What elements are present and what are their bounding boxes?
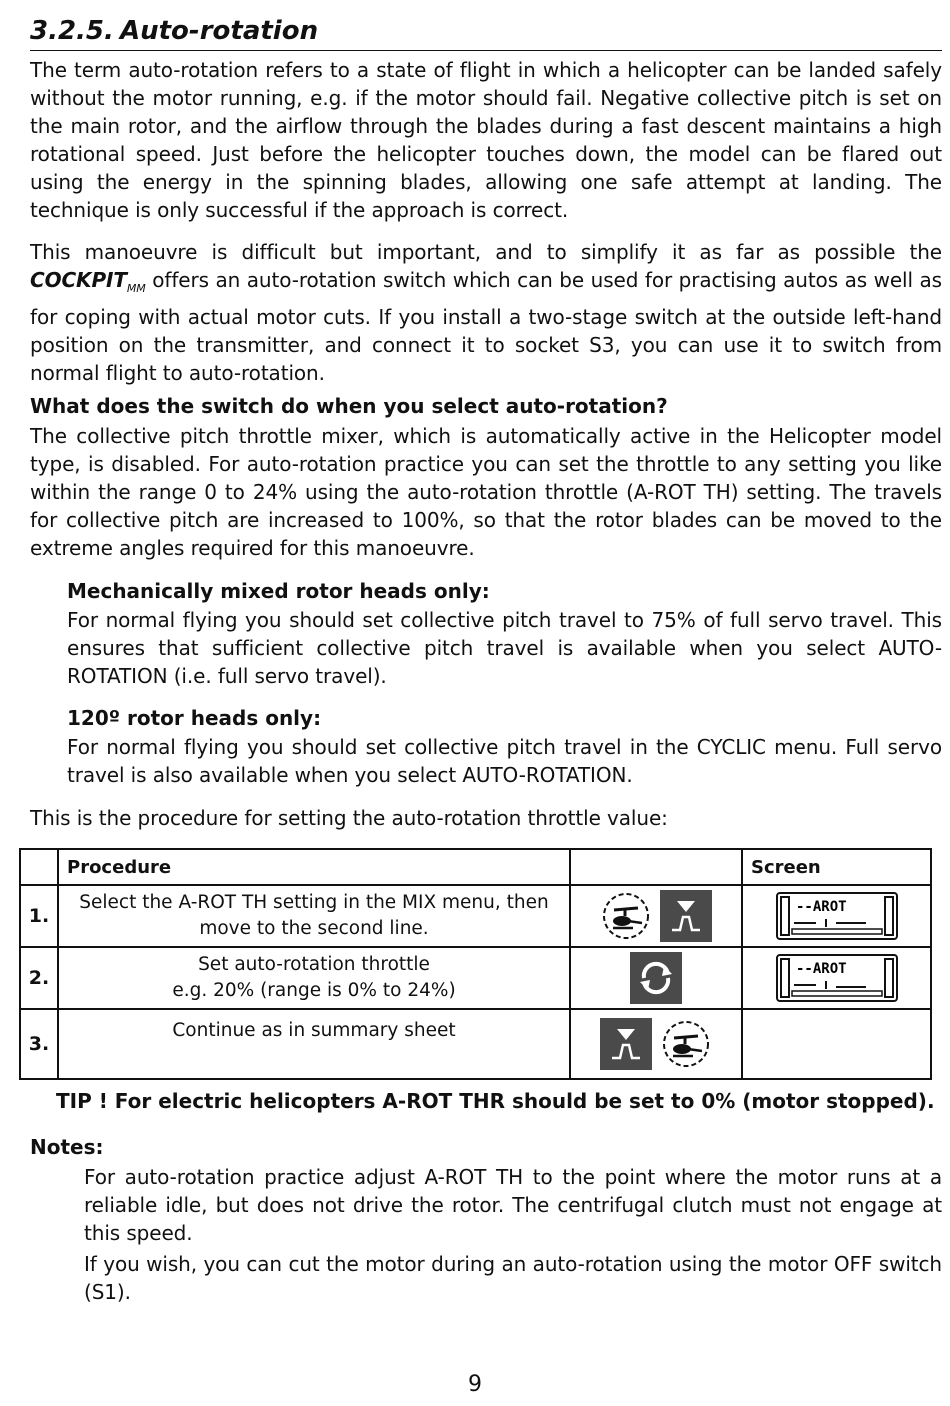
note-1: For auto-rotation practice adjust A-ROT TH to the point where the motor runs at a reliable idle, but does not drive the rotor. The centrifugal clutch must not engage at this speed. — [84, 1165, 942, 1245]
section-heading: Auto-rotation — [120, 16, 319, 46]
step-screen — [742, 947, 931, 1009]
switch-function-paragraph: The collective pitch throttle mixer, which is automatically active in the Helicopter model type, is disabled. For auto-rotation practice you can set the throttle to any setting you like within the range 0 to 24% using the auto-rotation throttle (A-ROT TH) setting. The travels for collective pitch are increased to 100%, so that the rotor blades can be moved to the extreme angles required for this manoeuvre. — [30, 424, 942, 560]
notes-heading: Notes: — [30, 1135, 104, 1159]
table-row — [20, 947, 931, 1009]
note-2: If you wish, you can cut the motor during an auto-rotation using the motor OFF switch (S1). — [84, 1252, 942, 1304]
step-text — [58, 885, 570, 947]
down-key-icon — [660, 890, 712, 942]
lcd-screen-icon — [776, 891, 898, 941]
degree-heading: 120º rotor heads only: — [67, 706, 322, 730]
step-text — [58, 1009, 570, 1079]
tip-text: TIP ! For electric helicopters A-ROT THR should be set to 0% (motor stopped). — [56, 1089, 935, 1113]
switch-paragraph-lead: This manoeuvre is difficult but important, and to simplify it as far as possible the — [30, 240, 942, 264]
step-number: 2. — [20, 947, 58, 1009]
step-number: 3. — [20, 1009, 58, 1079]
step-screen — [742, 885, 931, 947]
header-keys — [570, 849, 742, 885]
step-line: move to the second line. — [199, 918, 429, 939]
question-heading: What does the switch do when you select auto-rotation? — [30, 394, 668, 418]
intro-paragraph: The term auto-rotation refers to a state of flight in which a helicopter can be landed safely without the motor running, e.g. if the motor should fail. Negative collective pitch is set on the main rotor, and the airflow through the blades during a fast descent maintains a high rotational speed. Just before the helicopter touches down, the model can be flared out using the energy in the spinning blades, allowing one safe attempt at landing. The technique is only successful if the approach is correct. — [30, 58, 942, 222]
switch-paragraph-rest: offers an auto-rotation switch which can be used for practising autos as well as for coping with actual motor cuts. If you install a two-stage switch at the outside left-hand position on the transmitter, and connect it to socket S3, you can use it to switch from normal flight to auto-rotation. — [30, 268, 942, 385]
degree-text: For normal flying you should set collective pitch travel in the CYCLIC menu. Full servo travel is also available when you select AUTO-ROTATION. — [67, 735, 942, 787]
step-number: 1. — [20, 885, 58, 947]
step-screen — [742, 1009, 931, 1079]
rotate-dial-icon — [630, 952, 682, 1004]
mechanical-text: For normal flying you should set collective pitch travel to 75% of full servo travel. This ensures that sufficient collective pitch travel is available when you select AUTO-ROTATION (i.e. full servo travel). — [67, 608, 942, 688]
step-line: Set auto-rotation throttle — [198, 954, 430, 975]
brand-name: $COCKPIT_{MM}$ — [30, 268, 146, 295]
page-number: 9 — [468, 1372, 482, 1397]
step-keys — [570, 947, 742, 1009]
svg-text:--AROT: --AROT — [795, 961, 847, 977]
heli-dial-icon — [600, 890, 652, 942]
header-blank — [20, 849, 58, 885]
heli-dial-icon — [660, 1018, 712, 1070]
step-keys — [570, 885, 742, 947]
procedure-table — [19, 848, 932, 1080]
step-line: e.g. 20% (range is 0% to 24%) — [172, 980, 456, 1001]
lcd-screen-icon — [776, 953, 898, 1003]
table-row — [20, 885, 931, 947]
step-line: Select the A-ROT TH setting in the MIX menu, then — [79, 892, 549, 913]
table-header-row — [20, 849, 931, 885]
svg-text:--AROT: --AROT — [795, 899, 847, 915]
step-keys — [570, 1009, 742, 1079]
section-title — [30, 14, 942, 51]
step-line: Continue as in summary sheet — [172, 1020, 456, 1041]
switch-paragraph — [30, 238, 942, 387]
down-key-icon — [600, 1018, 652, 1070]
table-row — [20, 1009, 931, 1079]
section-number: 3.2.5. — [30, 16, 114, 46]
mechanical-heading: Mechanically mixed rotor heads only: — [67, 579, 490, 603]
header-screen: Screen — [742, 849, 931, 885]
procedure-intro: This is the procedure for setting the auto-rotation throttle value: — [30, 806, 668, 830]
step-text — [58, 947, 570, 1009]
header-procedure: Procedure — [58, 849, 570, 885]
